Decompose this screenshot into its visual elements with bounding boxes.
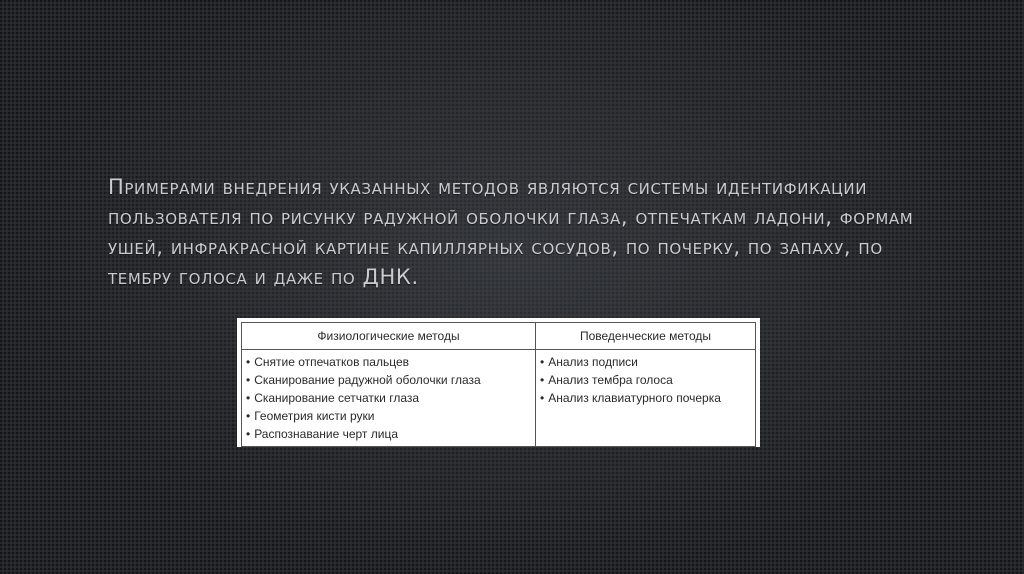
list-item xyxy=(540,389,751,407)
bullet-icon: • xyxy=(246,409,251,423)
behavioral-list xyxy=(540,353,751,407)
behavioral-cell xyxy=(536,350,756,447)
header-physiological: Физиологические методы xyxy=(242,323,536,350)
list-item-label: Анализ клавиатурного почерка xyxy=(548,391,721,405)
list-item-label: Анализ тембра голоса xyxy=(548,373,673,387)
table-header-row xyxy=(242,323,756,350)
bullet-icon: • xyxy=(246,427,251,441)
list-item xyxy=(246,389,531,407)
bullet-icon: • xyxy=(246,373,251,387)
list-item-label: Геометрия кисти руки xyxy=(254,409,375,423)
physiological-list xyxy=(246,353,531,443)
list-item xyxy=(246,407,531,425)
list-item xyxy=(246,425,531,443)
list-item-label: Снятие отпечатков пальцев xyxy=(254,355,410,369)
list-item xyxy=(540,371,751,389)
methods-table-image xyxy=(237,318,760,447)
list-item-label: Сканирование радужной оболочки глаза xyxy=(254,373,481,387)
physiological-cell xyxy=(242,350,536,447)
list-item xyxy=(246,371,531,389)
list-item xyxy=(540,353,751,371)
bullet-icon: • xyxy=(246,391,251,405)
list-item-label: Распознавание черт лица xyxy=(254,427,398,441)
list-item-label: Сканирование сетчатки глаза xyxy=(254,391,420,405)
bullet-icon: • xyxy=(246,355,251,369)
bullet-icon: • xyxy=(540,355,545,369)
slide-paragraph: Примерами внедрения указанных методов являются системы идентификации пользователя по рисунку радужной оболочки глаза, отпечаткам ладони, формам ушей, инфракрасной картине капиллярных сосудов, по почерку, по запаху, по тембру голоса и даже по ДНК. xyxy=(108,175,914,289)
methods-table xyxy=(241,322,756,447)
bullet-icon: • xyxy=(540,391,545,405)
table-row xyxy=(242,350,756,447)
bullet-icon: • xyxy=(540,373,545,387)
list-item-label: Анализ подписи xyxy=(548,355,638,369)
header-behavioral: Поведенческие методы xyxy=(536,323,756,350)
list-item xyxy=(246,353,531,371)
